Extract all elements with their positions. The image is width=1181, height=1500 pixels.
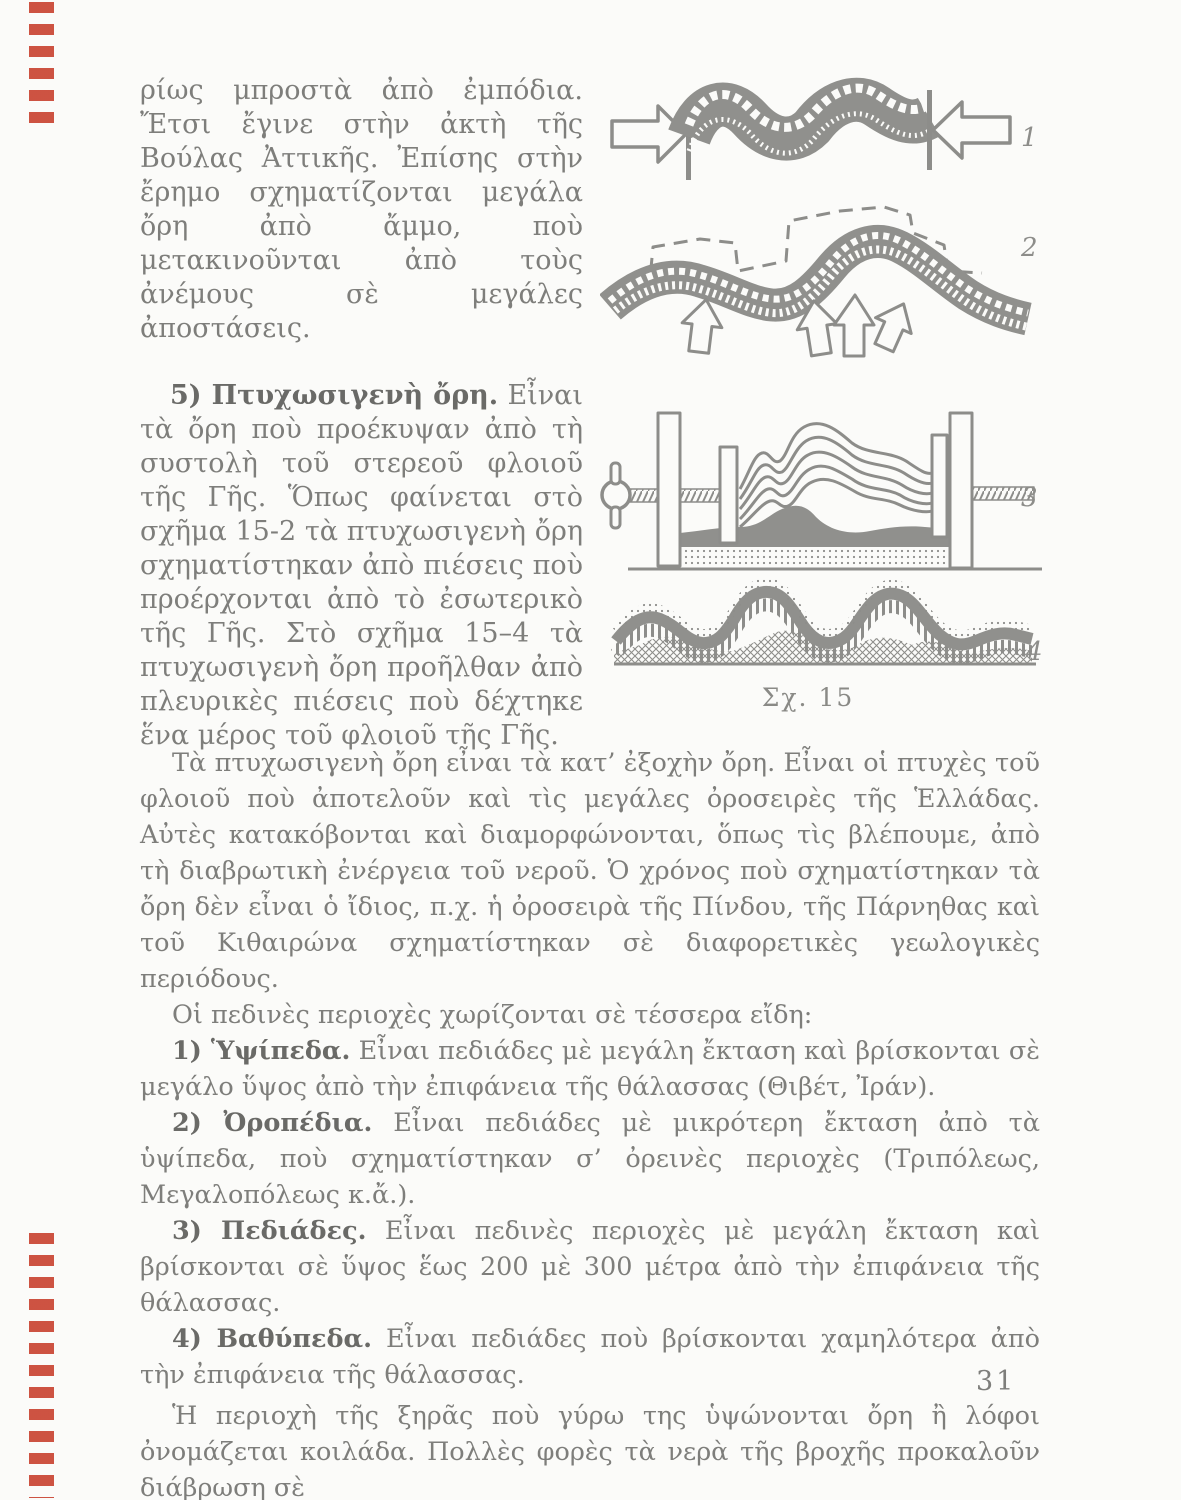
left-text-column <box>140 74 583 753</box>
fig2-uplift-folds <box>610 207 1038 357</box>
figure-caption: Σχ. 15 <box>761 683 855 712</box>
fig3-inner-left-plate <box>720 447 737 543</box>
fig3-right-plate <box>950 413 972 568</box>
fig3-inner-right-plate <box>932 435 947 537</box>
fig3-number: 3 <box>1021 483 1038 513</box>
fig1-lateral-compression <box>612 88 1038 180</box>
fig4-number: 4 <box>1026 637 1043 667</box>
figure-sx15-diagrams <box>600 75 1070 720</box>
paragraph-sand-dunes: ρίως μπροστὰ ἀπὸ ἐμπόδια. Ἔτσι ἔγινε στὴν ἀκτὴ τῆς Βούλας Ἀττικῆς. Ἐπίσης στὴν ἔρημο σχηματίζονται μεγάλα ὄρη ἀπὸ ἄμμο, ποὺ μετακινοῦνται ἀπὸ τοὺς ἀνέμους σὲ μεγάλες ἀποστάσεις. <box>140 75 583 344</box>
page-number: 31 <box>976 1366 1017 1397</box>
paragraph-fold-ranges-greece: Τὰ πτυχωσιγενὴ ὄρη εἶναι τὰ κατ’ ἐξοχὴν ὄρη. Εἶναι οἱ πτυχὲς τοῦ φλοιοῦ ποὺ ἀποτελοῦν καὶ τὶς μεγάλες ὀροσειρὲς τῆς Ἑλλάδας. Αὐτὲς κατακόβονται καὶ διαμορφώνονται, ὅπως τὶς βλέπουμε, ἀπὸ τὴ διαβρωτικὴ ἐνέργεια τοῦ νεροῦ. Ὁ χρόνος ποὺ σχηματίστηκαν τὰ ὄρη δὲν εἶναι ὁ ἴδιος, π.χ. ἡ ὀροσειρὰ τῆς Πίνδου, τῆς Πάρνηθας καὶ τοῦ Κιθαιρώνα σχηματίστηκαν σὲ διαφορετικὲς γεωλογικὲς περιόδους. <box>140 748 1040 994</box>
bathypeda-heading: 4) Βαθύπεδα. <box>172 1324 373 1354</box>
fig3-knob-pin <box>611 507 620 528</box>
ypsipeda-text: Εἶναι πεδιάδες μὲ μεγάλη ἔκταση καὶ βρίσκονται σὲ μεγάλο ὕψος ἀπὸ τὴν ἐπιφάνεια τῆς θάλασσας (Θιβέτ, Ἰράν). <box>140 1036 1040 1102</box>
fig2-number: 2 <box>1021 233 1038 263</box>
pediades-text: Εἶναι πεδινὲς περιοχὲς μὲ μεγάλη ἔκταση καὶ βρίσκονται σὲ ὕψος ἕως 200 μὲ 300 μέτρα ἀπὸ τὴν ἐπιφάνεια τῆς θάλασσας. <box>140 1216 1040 1318</box>
paragraph-fold-mountains <box>140 379 583 753</box>
fig2-up-arrow-icon <box>679 297 725 354</box>
fig3-press-experiment <box>602 413 1042 569</box>
list-item-pediades <box>140 1213 1040 1321</box>
list-item-oropedia <box>140 1105 1040 1213</box>
bathypeda-text: Εἶναι πεδιάδες ποὺ βρίσκονται χαμηλότερα ἀπὸ τὴν ἐπιφάνεια τῆς θάλασσας. <box>140 1324 1040 1390</box>
fig1-left-arrow-icon <box>612 106 686 162</box>
pediades-heading: 3) Πεδιάδες. <box>172 1216 367 1246</box>
fig3-sand-layer <box>678 545 952 567</box>
ypsipeda-heading: 1) Ὑψίπεδα. <box>172 1036 351 1066</box>
fig3-left-plate <box>658 413 680 566</box>
oropedia-text: Εἶναι πεδιάδες μὲ μικρότερη ἔκταση ἀπὸ τὰ ὑψίπεδα, ποὺ σχηματίστηκαν σ’ ὀρεινὲς περιοχὲς (Τριπόλεως, Μεγαλοπόλεως κ.ἄ.). <box>140 1108 1040 1210</box>
oropedia-heading: 2) Ὀροπέδια. <box>172 1108 373 1138</box>
paragraph-valley: Ἡ περιοχὴ τῆς ξηρᾶς ποὺ γύρω της ὑψώνονται ὄρη ἢ λόφοι ὀνομάζεται κοιλάδα. Πολλὲς φορὲς τὰ νερὰ τῆς βροχῆς προκαλοῦν διάβρωση σὲ <box>140 1401 1040 1500</box>
red-pencil-marks-top <box>29 2 54 130</box>
fig3-knob-pin <box>611 463 620 484</box>
main-text-block <box>140 745 1040 1500</box>
list-item-bathypeda <box>140 1321 1040 1393</box>
fold-mountains-text: Εἶναι τὰ ὄρη ποὺ προέκυψαν ἀπὸ τὴ συστολὴ τοῦ στερεοῦ φλοιοῦ τῆς Γῆς. Ὅπως φαίνεται στὸ σχῆμα 15-2 τὰ πτυχωσιγενὴ ὄρη σχηματίστηκαν ἀπὸ πιέσεις ποὺ προέρχονται ἀπὸ τὸ ἐσωτερικὸ τῆς Γῆς. Στὸ σχῆμα 15–4 τὰ πτυχωσιγενὴ ὄρη προῆλθαν ἀπὸ πλευρικὲς πιέσεις ποὺ δέχτηκε ἕνα μέρος τοῦ φλοιοῦ τῆς Γῆς. <box>140 380 583 751</box>
fold-mountains-heading: 5) Πτυχωσιγενὴ ὄρη. <box>170 380 499 411</box>
fig1-number: 1 <box>1021 123 1038 153</box>
fig4-fold-cross-section <box>614 582 1043 667</box>
paragraph-plains-intro: Οἱ πεδινὲς περιοχὲς χωρίζονται σὲ τέσσερα εἴδη: <box>172 1000 813 1030</box>
red-pencil-marks-bottom <box>29 1233 54 1498</box>
fig2-up-arrow-icon <box>834 295 874 356</box>
list-item-ypsipeda <box>140 1033 1040 1105</box>
fig1-right-arrow-icon <box>933 102 1010 158</box>
